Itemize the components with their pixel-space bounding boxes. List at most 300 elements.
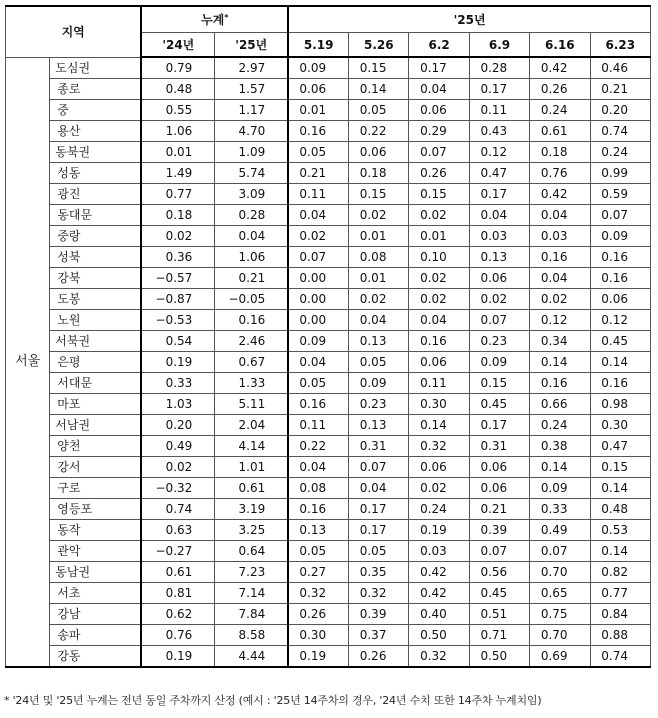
value-cell: 0.01 <box>288 100 348 121</box>
table-row <box>6 79 651 100</box>
value-cell: 0.05 <box>349 541 409 562</box>
value-cell: 0.06 <box>409 352 469 373</box>
value-cell: 0.26 <box>288 604 348 625</box>
table-row <box>6 121 651 142</box>
value-cell: 0.02 <box>409 268 469 289</box>
value-cell: 0.26 <box>530 79 590 100</box>
value-cell: 0.76 <box>141 625 214 646</box>
table-row <box>6 310 651 331</box>
value-cell: 0.34 <box>530 331 590 352</box>
table-row <box>6 226 651 247</box>
value-cell: 0.39 <box>349 604 409 625</box>
value-cell: 0.64 <box>215 541 288 562</box>
district-cell: 성북 <box>50 247 142 268</box>
value-cell: 0.48 <box>141 79 214 100</box>
district-cell: 중랑 <box>50 226 142 247</box>
value-cell: 0.06 <box>469 268 529 289</box>
value-cell: 0.04 <box>409 79 469 100</box>
value-cell: 0.05 <box>349 100 409 121</box>
district-cell: 종로 <box>50 79 142 100</box>
value-cell: 0.03 <box>530 226 590 247</box>
value-cell: 0.77 <box>590 583 650 604</box>
value-cell: 7.84 <box>215 604 288 625</box>
value-cell: 0.47 <box>590 436 650 457</box>
value-cell: 0.04 <box>215 226 288 247</box>
value-cell: 0.15 <box>349 184 409 205</box>
table-row <box>6 457 651 478</box>
value-cell: 5.11 <box>215 394 288 415</box>
value-cell: 0.09 <box>349 373 409 394</box>
value-cell: 0.16 <box>530 247 590 268</box>
district-cell: 강북 <box>50 268 142 289</box>
value-cell: 0.09 <box>288 331 348 352</box>
value-cell: 0.15 <box>469 373 529 394</box>
price-change-table-container <box>5 5 651 668</box>
value-cell: 0.29 <box>409 121 469 142</box>
value-cell: 0.07 <box>288 247 348 268</box>
value-cell: 0.21 <box>288 163 348 184</box>
value-cell: 0.45 <box>469 394 529 415</box>
value-cell: 0.05 <box>349 352 409 373</box>
value-cell: 0.14 <box>409 415 469 436</box>
col-header-cum-2025: '25년 <box>215 33 288 58</box>
table-row-group <box>6 142 651 163</box>
district-cell: 구로 <box>50 478 142 499</box>
value-cell: 0.19 <box>409 520 469 541</box>
value-cell: 0.04 <box>288 457 348 478</box>
value-cell: 0.12 <box>469 142 529 163</box>
value-cell: 0.13 <box>469 247 529 268</box>
value-cell: 0.16 <box>288 394 348 415</box>
value-cell: 0.36 <box>141 247 214 268</box>
value-cell: 4.14 <box>215 436 288 457</box>
value-cell: 0.31 <box>469 436 529 457</box>
value-cell: 0.02 <box>530 289 590 310</box>
value-cell: 0.21 <box>215 268 288 289</box>
district-cell: 노원 <box>50 310 142 331</box>
value-cell: 0.84 <box>590 604 650 625</box>
table-row-group <box>6 57 651 79</box>
value-cell: 0.05 <box>288 541 348 562</box>
col-header-week-6: 6.23 <box>590 33 650 58</box>
value-cell: 0.33 <box>141 373 214 394</box>
value-cell: 0.15 <box>349 57 409 79</box>
value-cell: 2.46 <box>215 331 288 352</box>
value-cell: 0.42 <box>409 562 469 583</box>
value-cell: 0.19 <box>288 646 348 668</box>
value-cell: 0.56 <box>469 562 529 583</box>
table-row <box>6 646 651 668</box>
value-cell: 1.33 <box>215 373 288 394</box>
table-row <box>6 520 651 541</box>
district-cell: 동대문 <box>50 205 142 226</box>
value-cell: 0.28 <box>215 205 288 226</box>
table-row <box>6 541 651 562</box>
value-cell: 0.32 <box>409 646 469 668</box>
value-cell: 0.06 <box>469 457 529 478</box>
district-cell: 동북권 <box>50 142 142 163</box>
value-cell: 0.09 <box>469 352 529 373</box>
header-row-top <box>6 6 651 33</box>
value-cell: 0.02 <box>409 205 469 226</box>
value-cell: 0.14 <box>590 541 650 562</box>
value-cell: 0.03 <box>409 541 469 562</box>
value-cell: 0.14 <box>590 478 650 499</box>
value-cell: 0.09 <box>530 478 590 499</box>
cumulative-label: 누계 <box>201 12 225 27</box>
value-cell: 0.23 <box>469 331 529 352</box>
district-cell: 도심권 <box>50 57 142 79</box>
district-cell: 동남권 <box>50 562 142 583</box>
value-cell: 0.30 <box>409 394 469 415</box>
table-row <box>6 394 651 415</box>
district-cell: 강남 <box>50 604 142 625</box>
cumulative-header <box>141 6 288 33</box>
table-row <box>6 436 651 457</box>
value-cell: 0.26 <box>349 646 409 668</box>
district-cell: 동작 <box>50 520 142 541</box>
district-cell: 서남권 <box>50 415 142 436</box>
value-cell: 0.66 <box>530 394 590 415</box>
value-cell: 1.49 <box>141 163 214 184</box>
value-cell: 0.45 <box>469 583 529 604</box>
value-cell: 0.26 <box>409 163 469 184</box>
value-cell: 0.24 <box>530 415 590 436</box>
value-cell: 0.21 <box>469 499 529 520</box>
value-cell: 0.65 <box>530 583 590 604</box>
value-cell: 0.02 <box>349 289 409 310</box>
value-cell: 0.08 <box>349 247 409 268</box>
value-cell: 0.39 <box>469 520 529 541</box>
value-cell: −0.05 <box>215 289 288 310</box>
value-cell: 0.04 <box>288 205 348 226</box>
value-cell: 0.16 <box>288 499 348 520</box>
value-cell: 2.04 <box>215 415 288 436</box>
value-cell: 0.35 <box>349 562 409 583</box>
value-cell: 0.88 <box>590 625 650 646</box>
value-cell: 0.70 <box>530 625 590 646</box>
value-cell: 0.18 <box>349 163 409 184</box>
value-cell: 0.48 <box>590 499 650 520</box>
value-cell: 0.02 <box>141 457 214 478</box>
value-cell: 0.24 <box>409 499 469 520</box>
district-cell: 강서 <box>50 457 142 478</box>
value-cell: 0.55 <box>141 100 214 121</box>
district-cell: 광진 <box>50 184 142 205</box>
value-cell: 0.02 <box>349 205 409 226</box>
value-cell: 0.15 <box>590 457 650 478</box>
value-cell: −0.57 <box>141 268 214 289</box>
table-row <box>6 247 651 268</box>
value-cell: −0.87 <box>141 289 214 310</box>
table-row <box>6 499 651 520</box>
value-cell: 0.81 <box>141 583 214 604</box>
col-header-week-3: 6.2 <box>409 33 469 58</box>
value-cell: 0.14 <box>349 79 409 100</box>
value-cell: 0.10 <box>409 247 469 268</box>
value-cell: 0.16 <box>590 247 650 268</box>
value-cell: 0.07 <box>469 310 529 331</box>
col-header-week-1: 5.19 <box>288 33 348 58</box>
value-cell: 0.04 <box>288 352 348 373</box>
value-cell: 0.17 <box>409 57 469 79</box>
value-cell: 0.74 <box>590 121 650 142</box>
value-cell: 0.08 <box>288 478 348 499</box>
col-header-week-4: 6.9 <box>469 33 529 58</box>
value-cell: 5.74 <box>215 163 288 184</box>
value-cell: 0.07 <box>349 457 409 478</box>
value-cell: 1.03 <box>141 394 214 415</box>
value-cell: 0.23 <box>349 394 409 415</box>
value-cell: 0.20 <box>590 100 650 121</box>
value-cell: 0.49 <box>530 520 590 541</box>
value-cell: 0.28 <box>469 57 529 79</box>
value-cell: 0.07 <box>590 205 650 226</box>
value-cell: 0.99 <box>590 163 650 184</box>
value-cell: 0.51 <box>469 604 529 625</box>
price-change-table <box>5 5 651 668</box>
value-cell: 0.13 <box>288 520 348 541</box>
value-cell: 0.21 <box>590 79 650 100</box>
value-cell: 0.13 <box>349 331 409 352</box>
value-cell: 0.16 <box>288 121 348 142</box>
value-cell: 0.69 <box>530 646 590 668</box>
table-row <box>6 583 651 604</box>
value-cell: 2.97 <box>215 57 288 79</box>
footnote: * '24년 및 '25년 누계는 전년 동일 주차까지 산정 (예시 : '25년 14주차의 경우, '24년 수치 또한 14주차 누계치임) <box>4 694 542 707</box>
value-cell: 0.01 <box>349 226 409 247</box>
value-cell: 0.02 <box>141 226 214 247</box>
value-cell: 0.27 <box>288 562 348 583</box>
value-cell: 0.06 <box>409 457 469 478</box>
district-cell: 영등포 <box>50 499 142 520</box>
value-cell: 0.06 <box>469 478 529 499</box>
district-cell: 성동 <box>50 163 142 184</box>
value-cell: 0.09 <box>288 57 348 79</box>
value-cell: 0.13 <box>349 415 409 436</box>
value-cell: 0.02 <box>409 289 469 310</box>
value-cell: 4.44 <box>215 646 288 668</box>
value-cell: 0.54 <box>141 331 214 352</box>
value-cell: 0.11 <box>288 415 348 436</box>
value-cell: 0.01 <box>349 268 409 289</box>
value-cell: 0.07 <box>469 541 529 562</box>
value-cell: 1.06 <box>141 121 214 142</box>
district-cell: 서대문 <box>50 373 142 394</box>
value-cell: 0.61 <box>530 121 590 142</box>
value-cell: 0.04 <box>409 310 469 331</box>
value-cell: 0.43 <box>469 121 529 142</box>
value-cell: 0.74 <box>141 499 214 520</box>
year-header: '25년 <box>288 6 650 33</box>
value-cell: 0.06 <box>288 79 348 100</box>
cumulative-footnote-mark: * <box>224 12 229 22</box>
value-cell: 3.19 <box>215 499 288 520</box>
district-cell: 관악 <box>50 541 142 562</box>
value-cell: 0.77 <box>141 184 214 205</box>
value-cell: 0.18 <box>141 205 214 226</box>
district-cell: 송파 <box>50 625 142 646</box>
value-cell: 1.17 <box>215 100 288 121</box>
value-cell: −0.27 <box>141 541 214 562</box>
value-cell: 0.05 <box>288 373 348 394</box>
value-cell: 0.22 <box>288 436 348 457</box>
district-cell: 은평 <box>50 352 142 373</box>
value-cell: 0.50 <box>469 646 529 668</box>
value-cell: 0.00 <box>288 289 348 310</box>
district-cell: 중 <box>50 100 142 121</box>
value-cell: 0.04 <box>530 268 590 289</box>
value-cell: 0.04 <box>469 205 529 226</box>
table-row <box>6 478 651 499</box>
value-cell: 0.76 <box>530 163 590 184</box>
table-row <box>6 625 651 646</box>
value-cell: 0.16 <box>409 331 469 352</box>
value-cell: 0.01 <box>409 226 469 247</box>
value-cell: 0.74 <box>590 646 650 668</box>
table-row <box>6 604 651 625</box>
value-cell: 0.12 <box>530 310 590 331</box>
table-row <box>6 100 651 121</box>
value-cell: 0.30 <box>288 625 348 646</box>
value-cell: 3.25 <box>215 520 288 541</box>
value-cell: 0.14 <box>590 352 650 373</box>
region-cell: 서울 <box>6 57 50 667</box>
value-cell: 0.17 <box>469 415 529 436</box>
value-cell: 0.22 <box>349 121 409 142</box>
value-cell: 0.24 <box>590 142 650 163</box>
table-row <box>6 268 651 289</box>
value-cell: 0.79 <box>141 57 214 79</box>
value-cell: 0.53 <box>590 520 650 541</box>
value-cell: 0.16 <box>530 373 590 394</box>
value-cell: 0.01 <box>141 142 214 163</box>
value-cell: 0.19 <box>141 352 214 373</box>
district-cell: 서북권 <box>50 331 142 352</box>
table-body <box>6 57 651 667</box>
value-cell: 0.63 <box>141 520 214 541</box>
district-cell: 용산 <box>50 121 142 142</box>
value-cell: 1.06 <box>215 247 288 268</box>
value-cell: 0.50 <box>409 625 469 646</box>
value-cell: 0.42 <box>530 184 590 205</box>
value-cell: 0.02 <box>288 226 348 247</box>
value-cell: 0.42 <box>530 57 590 79</box>
value-cell: 7.23 <box>215 562 288 583</box>
value-cell: 0.15 <box>409 184 469 205</box>
value-cell: 0.32 <box>409 436 469 457</box>
region-header: 지역 <box>6 6 142 57</box>
value-cell: 0.11 <box>469 100 529 121</box>
value-cell: 0.06 <box>409 100 469 121</box>
district-cell: 양천 <box>50 436 142 457</box>
district-cell: 서초 <box>50 583 142 604</box>
value-cell: 0.12 <box>590 310 650 331</box>
table-row <box>6 352 651 373</box>
table-row-group <box>6 415 651 436</box>
value-cell: 0.67 <box>215 352 288 373</box>
value-cell: 1.01 <box>215 457 288 478</box>
value-cell: 0.38 <box>530 436 590 457</box>
value-cell: 0.46 <box>590 57 650 79</box>
value-cell: 0.06 <box>590 289 650 310</box>
value-cell: 8.58 <box>215 625 288 646</box>
value-cell: 4.70 <box>215 121 288 142</box>
value-cell: 0.16 <box>590 373 650 394</box>
district-cell: 도봉 <box>50 289 142 310</box>
col-header-week-5: 6.16 <box>530 33 590 58</box>
value-cell: 0.70 <box>530 562 590 583</box>
value-cell: 0.00 <box>288 268 348 289</box>
value-cell: 0.45 <box>590 331 650 352</box>
table-row <box>6 163 651 184</box>
district-cell: 마포 <box>50 394 142 415</box>
value-cell: 0.71 <box>469 625 529 646</box>
table-row-group <box>6 562 651 583</box>
value-cell: 0.16 <box>215 310 288 331</box>
value-cell: 0.17 <box>469 79 529 100</box>
value-cell: −0.53 <box>141 310 214 331</box>
value-cell: 0.11 <box>409 373 469 394</box>
value-cell: 0.17 <box>469 184 529 205</box>
value-cell: 0.61 <box>141 562 214 583</box>
value-cell: 0.14 <box>530 457 590 478</box>
value-cell: 0.59 <box>590 184 650 205</box>
value-cell: 0.61 <box>215 478 288 499</box>
value-cell: 0.07 <box>530 541 590 562</box>
district-cell: 강동 <box>50 646 142 668</box>
value-cell: 0.07 <box>409 142 469 163</box>
value-cell: 0.30 <box>590 415 650 436</box>
value-cell: 1.09 <box>215 142 288 163</box>
value-cell: 3.09 <box>215 184 288 205</box>
value-cell: 0.47 <box>469 163 529 184</box>
table-row <box>6 289 651 310</box>
value-cell: 0.75 <box>530 604 590 625</box>
value-cell: 0.49 <box>141 436 214 457</box>
value-cell: 0.02 <box>469 289 529 310</box>
value-cell: 0.37 <box>349 625 409 646</box>
value-cell: 0.09 <box>590 226 650 247</box>
value-cell: 0.02 <box>409 478 469 499</box>
value-cell: 1.57 <box>215 79 288 100</box>
col-header-cum-2024: '24년 <box>141 33 214 58</box>
value-cell: 0.32 <box>349 583 409 604</box>
value-cell: 0.40 <box>409 604 469 625</box>
value-cell: 0.98 <box>590 394 650 415</box>
value-cell: 0.33 <box>530 499 590 520</box>
value-cell: 0.11 <box>288 184 348 205</box>
value-cell: 0.03 <box>469 226 529 247</box>
value-cell: 0.42 <box>409 583 469 604</box>
value-cell: 0.19 <box>141 646 214 668</box>
value-cell: 0.14 <box>530 352 590 373</box>
table-row <box>6 205 651 226</box>
value-cell: 7.14 <box>215 583 288 604</box>
value-cell: −0.32 <box>141 478 214 499</box>
value-cell: 0.82 <box>590 562 650 583</box>
value-cell: 0.18 <box>530 142 590 163</box>
table-row <box>6 373 651 394</box>
value-cell: 0.04 <box>530 205 590 226</box>
value-cell: 0.00 <box>288 310 348 331</box>
value-cell: 0.04 <box>349 310 409 331</box>
value-cell: 0.16 <box>590 268 650 289</box>
value-cell: 0.31 <box>349 436 409 457</box>
value-cell: 0.17 <box>349 499 409 520</box>
col-header-week-2: 5.26 <box>349 33 409 58</box>
value-cell: 0.20 <box>141 415 214 436</box>
